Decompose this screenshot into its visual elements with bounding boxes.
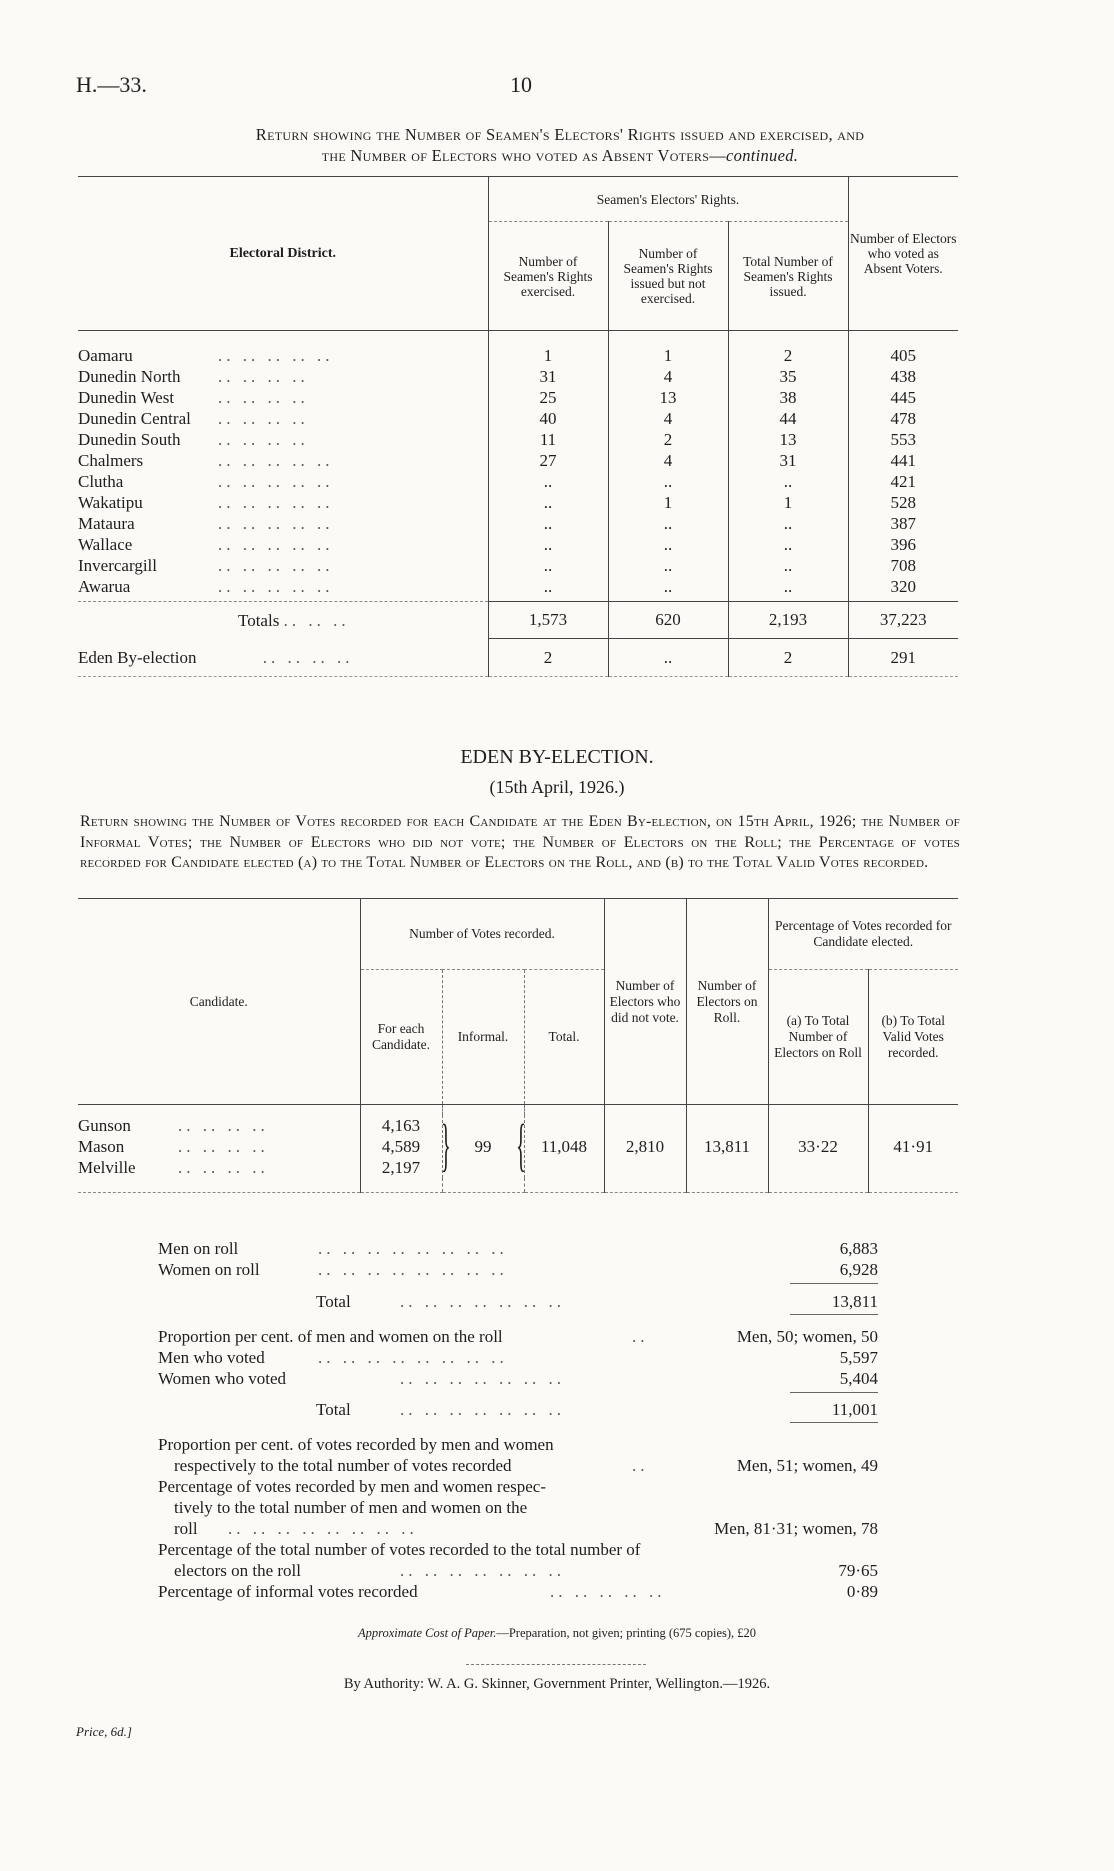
district-dots: .. .. .. .. .. (218, 451, 334, 470)
eden-issued-not-exercised: .. (608, 638, 728, 677)
eden-date: (15th April, 1926.) (489, 777, 625, 797)
district-dots: .. .. .. .. .. (218, 577, 334, 596)
district-name: Wallace (78, 535, 133, 554)
rights-issued-not-exercised: .. (608, 555, 728, 576)
rights-issued-not-exercised: 2 (608, 429, 728, 450)
stat-value: Men, 51; women, 49 (736, 1456, 878, 1475)
absent-voters: 441 (848, 450, 958, 471)
candidate-votes-cell (360, 1115, 442, 1178)
stat-dots: .. .. .. .. .. .. .. .. (318, 1260, 508, 1279)
stat-value: 0·89 (846, 1582, 878, 1601)
rights-issued-not-exercised: 4 (608, 450, 728, 471)
col-pct-to-roll: (a) To Total Number of Electors on Roll (768, 970, 868, 1105)
eden-district: Eden By-election (78, 647, 197, 667)
district-cell (78, 366, 488, 387)
district-row (78, 345, 958, 366)
pct-to-roll: 33·22 (768, 1115, 868, 1178)
eden-exercised: 2 (488, 638, 608, 677)
col-seamen-rights-group: Seamen's Electors' Rights. (488, 177, 848, 222)
absent-voters: 320 (848, 576, 958, 597)
divider (790, 1422, 878, 1423)
stat-value: Men, 81·31; women, 78 (714, 1519, 878, 1538)
district-row (78, 576, 958, 597)
eden-byelection-row (78, 638, 958, 677)
district-dots: .. .. .. .. .. (218, 514, 334, 533)
return-title (60, 124, 1060, 166)
col-electors-not-voted: Number of Electors who did not vote. (604, 899, 686, 1105)
rights-exercised: 11 (488, 429, 608, 450)
rights-exercised: 31 (488, 366, 608, 387)
stat-label: Percentage of votes recorded by men and women respec- (158, 1477, 547, 1496)
stat-dots: .. .. .. .. .. .. .. (400, 1369, 565, 1388)
district-dots: .. .. .. .. .. (218, 346, 334, 365)
total-rights-issued: 38 (728, 387, 848, 408)
divider (790, 1392, 878, 1393)
district-name: Clutha (78, 472, 124, 491)
stat-dots: .. .. .. .. .. .. .. .. (318, 1348, 508, 1367)
stat-dots: .. .. .. .. .. .. .. .. (228, 1519, 418, 1538)
district-row (78, 429, 958, 450)
footer-divider (466, 1664, 646, 1665)
document-reference: H.—33. (76, 72, 147, 97)
totals-label-cell (78, 602, 488, 639)
district-row (78, 450, 958, 471)
stat-pct-informal (158, 1581, 878, 1602)
absent-voters: 405 (848, 345, 958, 366)
stat-dots: .. (632, 1327, 649, 1346)
candidate-row (78, 1136, 360, 1157)
stat-label: tively to the total number of men and women on the (174, 1498, 528, 1517)
total-rights-issued: 2 (728, 345, 848, 366)
stat-label: Women who voted (158, 1369, 286, 1388)
eden-dots: .. .. .. .. (262, 647, 354, 667)
stat-dots: .. .. .. .. .. .. .. .. (318, 1239, 508, 1258)
stat-proportion-roll (158, 1326, 878, 1347)
col-rights-exercised: Number of Seamen's Rights exercised. (488, 222, 608, 331)
stat-label: Women on roll (158, 1260, 260, 1279)
district-dots: .. .. .. .. (218, 409, 309, 428)
district-cell (78, 555, 488, 576)
stat-men-on-roll (158, 1238, 878, 1259)
candidate-name: Gunson (78, 1116, 131, 1135)
rights-exercised: .. (488, 576, 608, 597)
candidates-block (78, 1115, 958, 1178)
informal-cell (440, 1112, 526, 1178)
col-absent-voters: Number of Electors who voted as Absent Voters. (848, 177, 958, 331)
candidate-dots: .. .. .. .. (178, 1158, 269, 1177)
stat-dots: .. .. .. .. .. .. .. (400, 1292, 565, 1311)
eden-heading: EDEN BY-ELECTION. (460, 746, 654, 768)
stat-label: roll (174, 1519, 198, 1538)
rights-issued-not-exercised: .. (608, 471, 728, 492)
col-rights-issued-not-exercised: Number of Seamen's Rights issued but not exercised. (608, 222, 728, 331)
cost-note-label: Approximate Cost of Paper. (357, 1626, 497, 1640)
stat-value: 6,883 (839, 1239, 878, 1258)
stat-proportion-votes-l1 (158, 1434, 878, 1455)
district-name: Dunedin North (78, 367, 181, 386)
total-rights-issued: .. (728, 576, 848, 597)
stat-women-on-roll (158, 1259, 878, 1280)
district-row (78, 492, 958, 513)
col-informal: Informal. (442, 970, 524, 1105)
total-rights-issued: .. (728, 555, 848, 576)
divider (790, 1283, 878, 1284)
district-row (78, 408, 958, 429)
district-dots: .. .. .. .. .. (218, 535, 334, 554)
total-rights-issued: 44 (728, 408, 848, 429)
rights-exercised: 25 (488, 387, 608, 408)
stat-total-on-roll (158, 1291, 878, 1312)
stat-value: 5,404 (839, 1369, 878, 1388)
candidate-votes: 4,589 (381, 1137, 421, 1156)
candidate-votes: 4,163 (381, 1116, 421, 1135)
stat-label: respectively to the total number of votes recorded (174, 1456, 512, 1475)
rights-issued-not-exercised: 4 (608, 408, 728, 429)
stat-pct-total-l2 (158, 1560, 878, 1581)
eden-absent-voters: 291 (848, 638, 958, 677)
stat-dots: .. .. .. .. .. .. .. (400, 1400, 565, 1419)
brace-right-icon: { (515, 1112, 526, 1177)
stat-value: 6,928 (839, 1260, 878, 1279)
stat-value: 79·65 (838, 1561, 878, 1580)
stat-value: 11,001 (831, 1400, 878, 1419)
stat-label: Percentage of the total number of votes recorded to the total number of (158, 1540, 641, 1559)
candidate-votes: 2,197 (381, 1158, 421, 1177)
district-cell (78, 513, 488, 534)
eden-return-description: Return showing the Number of Votes recorded for each Candidate at the Eden By-election, on 15th April, 1926; the Number of Informal Votes; the Number of Electors who did not vote; the Number of Electors on the Roll; the Percentage of votes recorded for Candidate elected (a) to the Total Number of Electors on the Roll, and (b) to the Total Valid Votes recorded. (80, 813, 960, 871)
eden-district-cell (78, 638, 488, 677)
district-row (78, 387, 958, 408)
col-electors-on-roll: Number of Electors on Roll. (686, 899, 768, 1105)
rights-issued-not-exercised: .. (608, 513, 728, 534)
district-cell (78, 429, 488, 450)
rights-exercised: 1 (488, 345, 608, 366)
district-row (78, 555, 958, 576)
col-for-each-candidate: For each Candidate. (360, 970, 442, 1105)
rights-issued-not-exercised: 1 (608, 492, 728, 513)
absent-voters: 553 (848, 429, 958, 450)
candidate-names-cell (78, 1115, 360, 1178)
absent-voters: 708 (848, 555, 958, 576)
eden-total-issued: 2 (728, 638, 848, 677)
stat-label: electors on the roll (174, 1561, 301, 1580)
total-votes: 11,048 (524, 1115, 604, 1178)
absent-voters: 438 (848, 366, 958, 387)
absent-voters: 396 (848, 534, 958, 555)
district-cell (78, 576, 488, 597)
eden-votes-table (78, 898, 958, 1193)
rights-exercised: .. (488, 534, 608, 555)
stat-pct-votes-l2 (158, 1497, 878, 1518)
district-name: Mataura (78, 514, 135, 533)
stat-label: Men who voted (158, 1348, 265, 1367)
totals-total-issued: 2,193 (728, 602, 848, 639)
col-pct-to-valid: (b) To Total Valid Votes recorded. (868, 970, 958, 1105)
district-name: Awarua (78, 577, 131, 596)
district-name: Invercargill (78, 556, 157, 575)
stat-label: Percentage of informal votes recorded (158, 1582, 418, 1601)
totals-exercised: 1,573 (488, 602, 608, 639)
district-cell (78, 534, 488, 555)
rights-issued-not-exercised: .. (608, 534, 728, 555)
col-candidate: Candidate. (78, 899, 360, 1105)
stat-dots: .. (632, 1456, 649, 1475)
return-title-line2 (60, 145, 1060, 166)
stat-total-voted (158, 1399, 878, 1420)
district-cell (78, 471, 488, 492)
col-percentage-group: Percentage of Votes recorded for Candidate elected. (768, 899, 958, 970)
rights-exercised: 27 (488, 450, 608, 471)
stat-dots: .. .. .. .. .. .. .. (400, 1561, 565, 1580)
total-rights-issued: 31 (728, 450, 848, 471)
district-dots: .. .. .. .. (218, 367, 309, 386)
district-cell (78, 450, 488, 471)
divider (790, 1314, 878, 1315)
total-rights-issued: .. (728, 534, 848, 555)
rights-exercised: 40 (488, 408, 608, 429)
return-title-line2-text: the Number of Electors who voted as Absent Voters— (321, 146, 727, 165)
absent-voters: 387 (848, 513, 958, 534)
district-cell (78, 408, 488, 429)
cost-note (0, 1626, 1114, 1641)
stat-label: Proportion per cent. of votes recorded by men and women (158, 1435, 554, 1454)
stat-pct-total-l1 (158, 1539, 878, 1560)
col-total-rights-issued: Total Number of Seamen's Rights issued. (728, 222, 848, 331)
district-dots: .. .. .. .. .. (218, 493, 334, 512)
stat-pct-votes-l3 (158, 1518, 878, 1539)
price-note: Price, 6d.] (76, 1724, 132, 1739)
cost-note-text: —Preparation, not given; printing (675 copies), £20 (496, 1626, 757, 1640)
district-row (78, 366, 958, 387)
candidate-name: Melville (78, 1158, 136, 1177)
total-rights-issued: 1 (728, 492, 848, 513)
stat-value: Men, 50; women, 50 (736, 1327, 878, 1346)
absent-voters: 478 (848, 408, 958, 429)
district-row (78, 471, 958, 492)
page-number: 10 (510, 72, 532, 97)
continued-label: continued. (726, 146, 799, 165)
total-rights-issued: 13 (728, 429, 848, 450)
district-name: Chalmers (78, 451, 144, 470)
total-rights-issued: .. (728, 471, 848, 492)
district-name: Dunedin South (78, 430, 181, 449)
stat-pct-votes-l1 (158, 1476, 878, 1497)
total-rights-issued: 35 (728, 366, 848, 387)
district-dots: .. .. .. .. (218, 430, 309, 449)
stat-proportion-votes-l2 (158, 1455, 878, 1476)
totals-dots: .. .. .. (283, 610, 350, 630)
district-cell (78, 345, 488, 366)
candidate-row (78, 1157, 360, 1178)
stat-label: Total (316, 1292, 351, 1311)
rights-issued-not-exercised: 13 (608, 387, 728, 408)
totals-label: Totals (238, 610, 280, 630)
informal-votes: 99 (474, 1136, 492, 1156)
district-name: Dunedin Central (78, 409, 191, 428)
district-name: Wakatipu (78, 493, 143, 512)
stat-value: 5,597 (839, 1348, 878, 1367)
return-title-line1: Return showing the Number of Seamen's Electors' Rights issued and exercised, and (255, 125, 865, 144)
stat-women-voted (158, 1368, 878, 1389)
rights-issued-not-exercised: .. (608, 576, 728, 597)
col-total-votes: Total. (524, 970, 604, 1105)
district-row (78, 513, 958, 534)
district-row (78, 534, 958, 555)
printer-authority: By Authority: W. A. G. Skinner, Government Printer, Wellington.—1926. (343, 1676, 771, 1692)
rights-issued-not-exercised: 1 (608, 345, 728, 366)
candidate-name: Mason (78, 1137, 125, 1156)
brace-left-icon: } (440, 1112, 451, 1177)
district-dots: .. .. .. .. .. (218, 556, 334, 575)
col-votes-recorded-group: Number of Votes recorded. (360, 899, 604, 970)
district-dots: .. .. .. .. .. (218, 472, 334, 491)
col-electoral-district: Electoral District. (78, 177, 488, 331)
total-rights-issued: .. (728, 513, 848, 534)
rights-issued-not-exercised: 4 (608, 366, 728, 387)
stat-dots: .. .. .. .. .. (550, 1582, 666, 1601)
district-cell (78, 387, 488, 408)
candidate-dots: .. .. .. .. (178, 1137, 269, 1156)
pct-to-valid: 41·91 (868, 1115, 958, 1178)
candidate-dots: .. .. .. .. (178, 1116, 269, 1135)
electors-not-voted: 2,810 (604, 1115, 686, 1178)
totals-absent-voters: 37,223 (848, 602, 958, 639)
district-name: Dunedin West (78, 388, 175, 407)
electors-on-roll: 13,811 (686, 1115, 768, 1178)
rights-exercised: .. (488, 471, 608, 492)
rights-exercised: .. (488, 513, 608, 534)
seamen-rights-table (78, 176, 958, 677)
absent-voters: 445 (848, 387, 958, 408)
stat-label: Men on roll (158, 1239, 239, 1258)
stat-label: Proportion per cent. of men and women on the roll (158, 1327, 503, 1346)
district-cell (78, 492, 488, 513)
candidate-row (78, 1115, 360, 1136)
rights-exercised: .. (488, 555, 608, 576)
stat-men-voted (158, 1347, 878, 1368)
absent-voters: 528 (848, 492, 958, 513)
district-name: Oamaru (78, 346, 133, 365)
absent-voters: 421 (848, 471, 958, 492)
stat-label: Total (316, 1400, 351, 1419)
totals-row (78, 602, 958, 639)
district-dots: .. .. .. .. (218, 388, 309, 407)
totals-issued-not-exercised: 620 (608, 602, 728, 639)
rights-exercised: .. (488, 492, 608, 513)
stat-value: 13,811 (831, 1292, 878, 1311)
